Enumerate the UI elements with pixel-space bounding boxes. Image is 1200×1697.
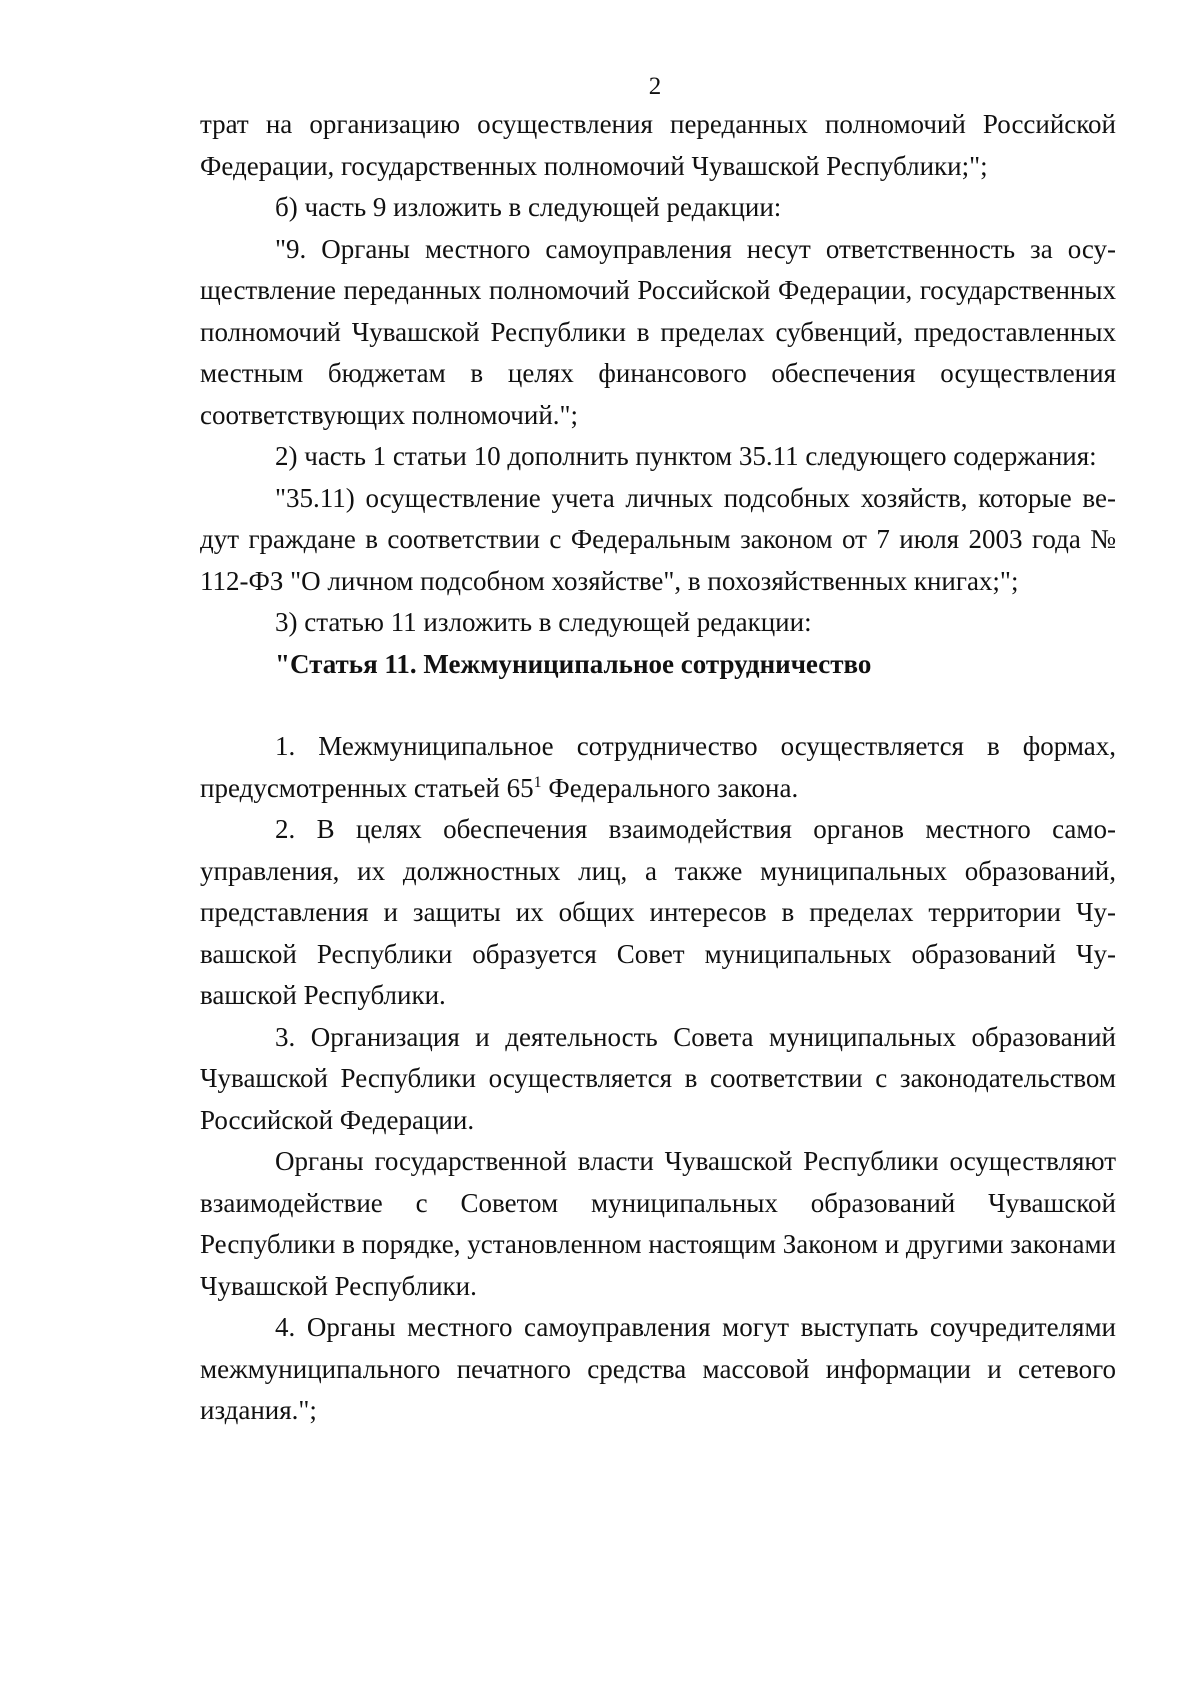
paragraph: 2) часть 1 статьи 10 дополнить пунктом 35.11 следующего содержания: — [275, 441, 1097, 471]
paragraph: 2. В целях обеспечения взаимодействия органов местного самоуправления, их должностных лиц, а также муниципальных образований, представления и защиты их общих интересов в пределах территории Чувашской Республики образуется Совет муниципальных образований Чувашской Республики. — [200, 814, 1116, 1010]
paragraph-text: Федерального закона. — [541, 772, 799, 803]
page-number: 2 — [648, 73, 662, 100]
document-body — [200, 104, 1116, 1432]
paragraph: Органы государственной власти Чувашской Республики осуществляют взаимодействие с Советом муниципальных образований Чувашской Республики в порядке, установленном настоящим Законом и другими законами Чувашской Республики. — [200, 1146, 1116, 1301]
superscript: 1 — [533, 773, 542, 791]
paragraph — [200, 726, 1116, 809]
paragraph: трат на организацию осуществления переданных полномочий Российской Федерации, государственных полномочий Чувашской Республики;"; — [200, 109, 1116, 181]
paragraph-text: 1. Межмуниципальное сотрудничество осуществляется в формах, предусмотренных статьей 65 — [200, 731, 1116, 803]
paragraph: 3) статью 11 изложить в следующей редакции: — [275, 607, 812, 637]
paragraph: "9. Органы местного самоуправления несут ответственность за осуществление переданных полномочий Российской Федерации, государственных полномочий Чувашской Республики в пределах субвенций, предоставленных местным бюджетам в целях финансового обеспечения осуществления соответствующих полномочий."; — [200, 233, 1116, 430]
paragraph: 4. Органы местного самоуправления могут выступать соучредителями межмуниципального печатного средства массовой информации и сетевого издания."; — [200, 1312, 1116, 1425]
paragraph: "35.11) осуществление учета личных подсобных хозяйств, которые ведут граждане в соответствии с Федеральным законом от 7 июля 2003 года № 112-ФЗ "О личном подсобном хозяйстве", в похозяйственных книгах;"; — [200, 482, 1116, 596]
paragraph: 3. Организация и деятельность Совета муниципальных образований Чувашской Республики осуществляется в соответствии с законодательством Российской Федерации. — [200, 1021, 1116, 1135]
article-heading: "Статья 11. Межмуниципальное сотрудничество — [275, 648, 872, 679]
paragraph: б) часть 9 изложить в следующей редакции: — [275, 192, 782, 222]
